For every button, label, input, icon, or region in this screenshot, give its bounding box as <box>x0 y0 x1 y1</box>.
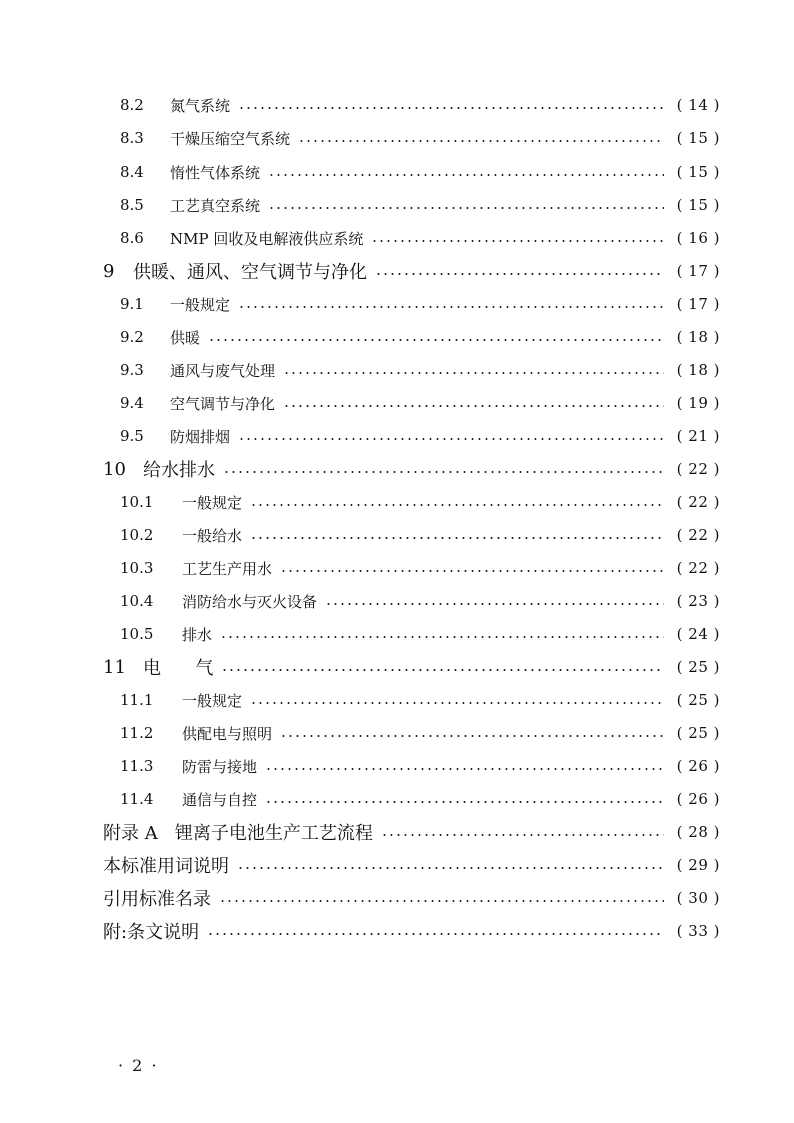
appendix-page: ( 28 ) <box>676 823 720 841</box>
entry-title: 防烟排烟 <box>170 427 231 446</box>
entry-title: 供配电与照明 <box>182 724 273 743</box>
section-page: ( 29 ) <box>676 856 720 874</box>
entry-page: ( 26 ) <box>676 757 720 775</box>
chapter-page: ( 22 ) <box>676 460 720 478</box>
entry-number: 8.4 <box>120 163 144 181</box>
entry-title: 一般规定 <box>170 295 231 314</box>
dot-leader <box>280 569 664 573</box>
entry-number: 11.3 <box>120 757 154 775</box>
entry-title: 空气调节与净化 <box>170 394 276 413</box>
toc-entry-10-2[interactable] <box>120 520 720 550</box>
chapter-page: ( 25 ) <box>676 658 720 676</box>
entry-title: 供暖 <box>170 328 201 347</box>
entry-page: ( 22 ) <box>676 493 720 511</box>
dot-leader <box>371 239 664 243</box>
entry-number: 9.2 <box>120 328 144 346</box>
dot-leader <box>221 668 664 672</box>
page-number: · 2 · <box>118 1056 159 1075</box>
toc-entry-10-5[interactable] <box>120 619 720 649</box>
entry-page: ( 25 ) <box>676 691 720 709</box>
entry-number: 8.5 <box>120 196 144 214</box>
toc-chapter-10[interactable] <box>103 454 720 484</box>
toc-appendix-a[interactable] <box>103 817 720 847</box>
toc-entry-8-6[interactable] <box>120 223 720 253</box>
entry-number: 9.1 <box>120 295 144 313</box>
entry-page: ( 16 ) <box>676 229 720 247</box>
toc-cited-standards[interactable] <box>103 883 720 913</box>
entry-page: ( 21 ) <box>676 427 720 445</box>
toc-entry-9-4[interactable] <box>120 388 720 418</box>
entry-page: ( 15 ) <box>676 163 720 181</box>
toc-entry-8-4[interactable] <box>120 157 720 187</box>
toc-entry-8-5[interactable] <box>120 190 720 220</box>
entry-title: 防雷与接地 <box>182 757 258 776</box>
entry-number: 9.3 <box>120 361 144 379</box>
entry-number: 10.2 <box>120 526 154 544</box>
chapter-number: 9 <box>103 260 115 282</box>
entry-number: 9.5 <box>120 427 144 445</box>
chapter-title: 给水排水 <box>143 460 215 481</box>
section-page: ( 30 ) <box>676 889 720 907</box>
toc-entry-10-1[interactable] <box>120 487 720 517</box>
dot-leader <box>208 338 664 342</box>
dot-leader <box>283 371 664 375</box>
section-title: 引用标准名录 <box>103 889 211 910</box>
toc-chapter-9[interactable] <box>103 256 720 286</box>
entry-title: 一般给水 <box>182 526 243 545</box>
toc-entry-8-2[interactable] <box>120 90 720 120</box>
entry-number: 8.3 <box>120 129 144 147</box>
toc-clause-explanation[interactable] <box>103 916 720 946</box>
toc-entry-9-5[interactable] <box>120 421 720 451</box>
chapter-page: ( 17 ) <box>676 262 720 280</box>
chapter-number: 10 <box>103 458 126 480</box>
entry-page: ( 18 ) <box>676 328 720 346</box>
entry-title: 一般规定 <box>182 691 243 710</box>
entry-page: ( 22 ) <box>676 526 720 544</box>
dot-leader <box>283 404 664 408</box>
dot-leader <box>268 173 664 177</box>
entry-number: 10.3 <box>120 559 154 577</box>
dot-leader <box>298 139 664 143</box>
toc-entry-9-3[interactable] <box>120 355 720 385</box>
toc-entry-8-3[interactable] <box>120 123 720 153</box>
dot-leader <box>250 536 664 540</box>
toc-entry-9-2[interactable] <box>120 322 720 352</box>
entry-title: NMP 回收及电解液供应系统 <box>170 229 364 248</box>
entry-page: ( 17 ) <box>676 295 720 313</box>
dot-leader <box>207 932 664 936</box>
entry-page: ( 26 ) <box>676 790 720 808</box>
entry-page: ( 18 ) <box>676 361 720 379</box>
entry-number: 9.4 <box>120 394 144 412</box>
dot-leader <box>223 470 664 474</box>
dot-leader <box>265 767 664 771</box>
entry-page: ( 23 ) <box>676 592 720 610</box>
dot-leader <box>381 833 664 837</box>
toc-chapter-11[interactable] <box>103 652 720 682</box>
section-page: ( 33 ) <box>676 922 720 940</box>
entry-title: 干燥压缩空气系统 <box>170 129 291 148</box>
entry-title: 消防给水与灭火设备 <box>182 592 318 611</box>
entry-number: 11.1 <box>120 691 154 709</box>
entry-number: 10.5 <box>120 625 154 643</box>
toc-wording-explanation[interactable] <box>103 850 720 880</box>
entry-number: 8.6 <box>120 229 144 247</box>
entry-number: 10.1 <box>120 493 154 511</box>
dot-leader <box>250 503 664 507</box>
dot-leader <box>265 800 664 804</box>
toc-entry-9-1[interactable] <box>120 289 720 319</box>
dot-leader <box>238 305 664 309</box>
entry-title: 一般规定 <box>182 493 243 512</box>
dot-leader <box>375 272 664 276</box>
entry-number: 11.2 <box>120 724 154 742</box>
dot-leader <box>238 106 664 110</box>
entry-page: ( 22 ) <box>676 559 720 577</box>
dot-leader <box>237 866 664 870</box>
entry-page: ( 25 ) <box>676 724 720 742</box>
entry-title: 排水 <box>182 625 213 644</box>
toc-entry-10-3[interactable] <box>120 553 720 583</box>
entry-page: ( 19 ) <box>676 394 720 412</box>
dot-leader <box>219 899 664 903</box>
section-title: 本标准用词说明 <box>103 856 229 877</box>
chapter-title: 电 气 <box>143 658 214 679</box>
dot-leader <box>325 602 664 606</box>
dot-leader <box>250 701 664 705</box>
entry-page: ( 15 ) <box>676 196 720 214</box>
entry-page: ( 14 ) <box>676 96 720 114</box>
dot-leader <box>268 206 664 210</box>
entry-number: 11.4 <box>120 790 154 808</box>
entry-title: 惰性气体系统 <box>170 163 261 182</box>
entry-title: 工艺真空系统 <box>170 196 261 215</box>
toc-entry-10-4[interactable] <box>120 586 720 616</box>
entry-number: 8.2 <box>120 96 144 114</box>
appendix-title: 附录 A 锂离子电池生产工艺流程 <box>103 823 373 844</box>
chapter-number: 11 <box>103 656 126 678</box>
dot-leader <box>220 635 664 639</box>
entry-title: 氮气系统 <box>170 96 231 115</box>
dot-leader <box>280 734 664 738</box>
chapter-title: 供暖、通风、空气调节与净化 <box>133 262 367 283</box>
section-title: 附:条文说明 <box>103 922 200 943</box>
dot-leader <box>238 437 664 441</box>
entry-number: 10.4 <box>120 592 154 610</box>
entry-title: 工艺生产用水 <box>182 559 273 578</box>
entry-page: ( 24 ) <box>676 625 720 643</box>
entry-title: 通信与自控 <box>182 790 258 809</box>
toc-entry-11-2[interactable] <box>120 718 720 748</box>
toc-entry-11-1[interactable] <box>120 685 720 715</box>
entry-page: ( 15 ) <box>676 129 720 147</box>
entry-title: 通风与废气处理 <box>170 361 276 380</box>
toc-entry-11-3[interactable] <box>120 751 720 781</box>
toc-entry-11-4[interactable] <box>120 784 720 814</box>
